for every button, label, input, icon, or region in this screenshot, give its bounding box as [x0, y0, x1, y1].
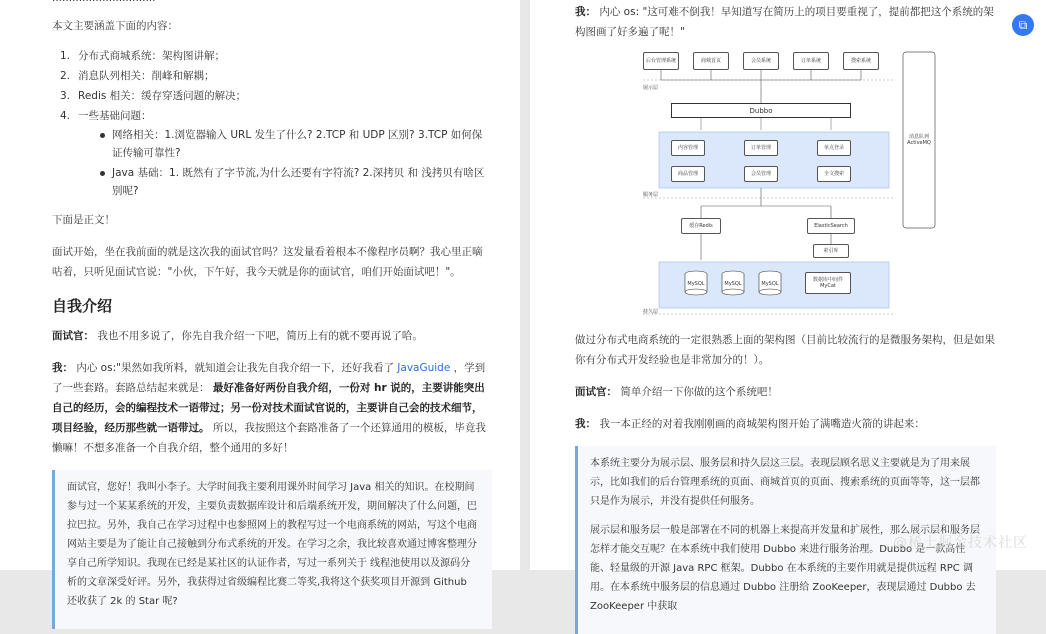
mycat-box: 数据库中间件 MyCat [805, 272, 851, 294]
diagram-box: 商城首页 [693, 52, 729, 70]
quote-text: 展示层和服务层一般是部署在不同的机器上来提高并发量和扩展性，那么展示层和服务层怎样才能交互呢？在本系统中我们使用 Dubbo 来进行服务治理。Dubbo 是一款高性能、轻量级的开源 Java RPC 框架。Dubbo 在本系统的主要作用就是提供远程 RPC 调用。在本系统中服务层的信息通过 Dubbo 注册给 ZooKeeper，表现层通过 Dubbo 去 ZooKeeper 中获取 [590, 525, 980, 612]
speaker-text: 内心 os: "这可难不倒我！早知道写在简历上的项目要重视了，提前都把这个系统的架构图画了好多遍了呢！" [575, 6, 994, 38]
toc-sublist [100, 126, 492, 200]
toc-subitem: Java 基础：1. 既然有了字节流,为什么还要有字符流? 2.深拷贝 和 浅拷贝有啥区别呢? [100, 164, 492, 200]
intro-text: 本文主要涵盖下面的内容： [52, 20, 178, 32]
start-text: 下面是正文！ [52, 214, 115, 226]
speaker-text: 我也不用多说了，你先自我介绍一下吧，简历上有的就不要再说了哈。 [97, 330, 423, 342]
right-page [530, 0, 1046, 612]
toc-subitem: 网络相关：1.浏览器输入 URL 发生了什么? 2.TCP 和 UDP 区别? 3.TCP 如何保证传输可靠性? [100, 126, 492, 162]
architecture-diagram [641, 48, 941, 320]
toc-list [52, 46, 492, 200]
paragraph: 做过分布式电商系统的一定很熟悉上面的架构图（目前比较流行的是微服务架构，但是如果你有分布式开发经验也是非常加分的！）。 [575, 334, 995, 366]
floating-action-button[interactable] [1012, 14, 1034, 36]
me-text: 内心 os:"果然如我所料，就知道会让我先自我介绍一下，还好我看了 [76, 362, 394, 374]
javaguide-link[interactable]: JavaGuide [397, 362, 451, 374]
speaker-text: 简单介绍一下你做的这个系统吧！ [620, 386, 778, 398]
mq-label: 消息队列 ActiveMQ [907, 134, 931, 146]
me-paragraph [52, 358, 492, 458]
layer-label: 持久层 [643, 309, 659, 315]
index-box: 索引库 [813, 244, 849, 258]
mysql-label: MySQL [761, 281, 779, 287]
service-box: 单点登录 [817, 140, 851, 156]
speaker-label: 我： [52, 362, 73, 374]
toc-item: 2. 消息队列相关：削峰和解耦； [60, 70, 215, 82]
redis-box: 缓存Redis [681, 218, 721, 234]
diagram-box: 搜索系统 [843, 52, 879, 70]
mysql-label: MySQL [724, 281, 742, 287]
es-box: ElasticSearch [807, 218, 855, 234]
speaker-label: 我： [575, 418, 596, 430]
layer-label: 服务层 [643, 192, 659, 198]
service-box: 订单管理 [744, 140, 778, 156]
diagram-box: 订单系统 [793, 52, 829, 70]
me-text: ，学到了一些套路。套路总结起来就是： [52, 362, 486, 394]
dubbo-box: Dubbo [671, 103, 851, 118]
speaker-label: 面试官： [52, 330, 94, 342]
quote-text: 本系统主要分为展示层、服务层和持久层这三层。表现层顾名思义主要就是为了用来展示，比如我们的后台管理系统的页面、商城首页的页面、搜索系统的页面等等，这一层都只是作为展示，并没有提供任何服务。 [590, 458, 980, 507]
me-bold-text: 最好准备好两份自我介绍，一份对 hr 说的，主要讲能突出自己的经历，会的编程技术一语带过；另一份对技术面试官说的，主要讲自己会的技术细节，项目经验，经历那些就一语带过。 [52, 382, 485, 434]
paragraph: 面试开始，坐在我前面的就是这次我的面试官吗？这发量看着根本不像程序员啊？我心里正嘀咕着，只听见面试官说："小伙，下午好，我今天就是你的面试官，咱们开始面试吧！"。 [52, 246, 483, 278]
speaker-label: 面试官： [575, 386, 617, 398]
interviewer-line [575, 382, 996, 402]
cut-off-line [52, 0, 155, 8]
diagram-box: 会员系统 [743, 52, 779, 70]
section-heading: 自我介绍 [52, 297, 113, 315]
toc-item: 1. 分布式商城系统：架构图讲解； [60, 50, 225, 62]
mysql-label: MySQL [687, 281, 705, 287]
speaker-label: 我： [575, 6, 596, 18]
service-box: 内容管理 [671, 140, 705, 156]
watermark: @稀土掘金技术社区 [893, 535, 1028, 551]
left-page [0, 0, 520, 607]
layer-label: 展示层 [643, 85, 659, 91]
speaker-text: 我一本正经的对着我刚刚画的商城架构图开始了满嘴造火箭的讲起来： [599, 418, 925, 430]
quote-text: 面试官，您好！我叫小李子。大学时间我主要利用课外时间学习 Java 相关的知识。在校期间参与过一个某某系统的开发，主要负责数据库设计和后端系统开发，期间解决了什么问题，巴拉巴拉。另外，我自己在学习过程中也参照网上的教程写过一个电商系统的网站，写这个电商网站主要是为了能让自己接触到分布式系统的开发。在学习之余，我比较喜欢通过博客整理分享自己所学知识。我现在已经是某社区的认证作者，写过一系列关于 线程池使用以及源码分析的文章深受好评。另外，我获得过省级编程比赛二等奖,我将这个获奖项目开源到 Github 还收获了 2k 的 Star 呢? [67, 482, 477, 607]
window-icon: ⧉ [1018, 18, 1028, 32]
self-intro-quote [52, 470, 492, 629]
toc-item: 3. Redis 相关：缓存穿透问题的解决； [60, 90, 247, 102]
service-box: 商品管理 [671, 166, 705, 182]
me-text: 所以，我按照这个套路准备了一个还算通用的模板，毕竟我懒嘛！不想多准备一个自我介绍，整个通用的多好！ [52, 422, 486, 454]
os-line [575, 2, 996, 42]
service-box: 全文搜索 [817, 166, 851, 182]
diagram-box: 后台管理系统 [643, 52, 679, 70]
toc-item: 4. 一些基础问题： 网络相关：1.浏览器输入 URL 发生了什么? 2.TCP 和 UDP 区别? 3.TCP 如何保证传输可靠性? Java 基础：1. 既然有了字节流,为什么还要有字符流? 2.深拷贝 和 浅拷贝有啥区别呢? [52, 106, 492, 200]
service-box: 会员管理 [744, 166, 778, 182]
me-line [575, 414, 996, 434]
interviewer-line [52, 326, 492, 346]
